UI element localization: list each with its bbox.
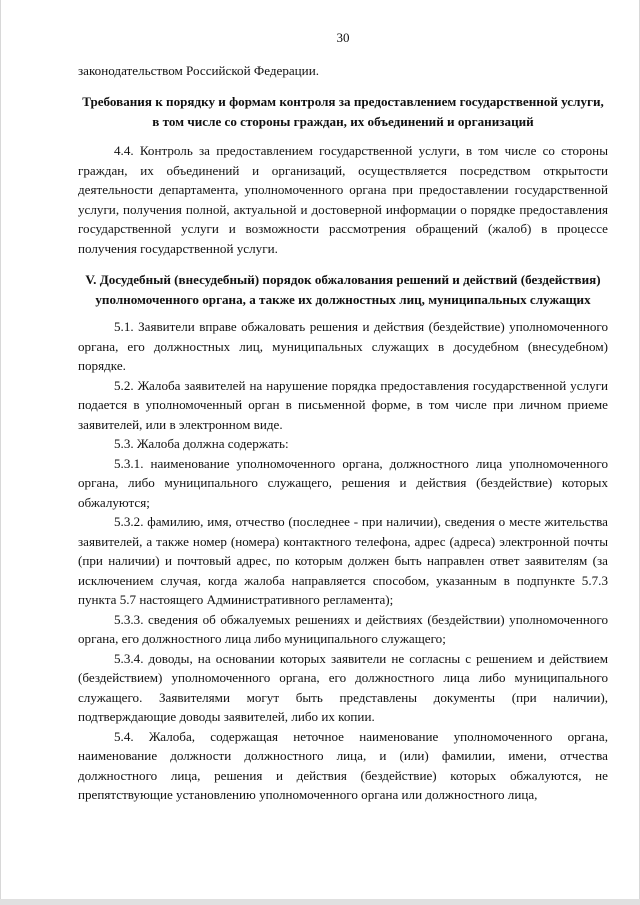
paragraph-4-4: 4.4. Контроль за предоставлением государственной услуги, в том числе со стороны граждан, их объединений и организаций, осуществляется посредством открытости деятельности департамента, уполномоченного органа при предоставлении государственной услуги, получения полной, актуальной и достоверной информации о порядке предоставления государственной услуги и возможности рассмотрения обращений (жалоб) в процессе получения государственной услуги.	[78, 143, 608, 256]
carryover-line: законодательством Российской Федерации.	[78, 62, 319, 78]
page-number: 30	[336, 30, 350, 45]
paragraph-5-3-1: 5.3.1. наименование уполномоченного органа, должностного лица уполномоченного органа, либо муниципального служащего, решения и действия (бездействие) которых обжалуются;	[78, 455, 608, 510]
section-heading-control: Требования к порядку и формам контроля за предоставлением государственной услуги, в том числе со стороны граждан, их объединений и организаций	[82, 94, 604, 129]
section-heading-appeal: V. Досудебный (внесудебный) порядок обжалования решений и действий (бездействия) уполномоченного органа, а также их должностных лиц, муниципальных служащих	[85, 272, 601, 307]
paragraph-5-2: 5.2. Жалоба заявителей на нарушение порядка предоставления государственной услуги подается в уполномоченный орган в письменной форме, в том числе при личном приеме заявителей, или в электронном виде.	[78, 377, 608, 432]
paragraph-5-1: 5.1. Заявители вправе обжаловать решения и действия (бездействие) уполномоченного органа, его должностных лиц, муниципальных служащих в досудебном (внесудебном) порядке.	[78, 319, 608, 373]
paragraph-5-3-2: 5.3.2. фамилию, имя, отчество (последнее - при наличии), сведения о месте жительства заявителей, а также номер (номера) контактного телефона, адрес (адреса) электронной почты (при наличии) и почтовый адрес, по которым должен быть направлен ответ заявителям (за исключением случая, когда жалоба направляется способом, указанным в подпункте 5.7.3 пункта 5.7 настоящего Административного регламента);	[78, 514, 608, 607]
page-bottom-edge	[0, 899, 640, 905]
paragraph-5-3: 5.3. Жалоба должна содержать:	[114, 436, 289, 451]
paragraph-5-3-3: 5.3.3. сведения об обжалуемых решениях и действиях (бездействии) уполномоченного органа, его должностного лица либо муниципального служащего;	[78, 611, 608, 646]
document-page	[78, 28, 608, 805]
paragraph-5-3-4: 5.3.4. доводы, на основании которых заявители не согласны с решением и действием (бездействием) уполномоченного органа, его должностного лица либо муниципального служащего. Заявителями могут быть представлены документы (при наличии), подтверждающие доводы заявителей, либо их копии.	[78, 650, 608, 724]
paragraph-5-4: 5.4. Жалоба, содержащая неточное наименование уполномоченного органа, наименование должности должностного лица, и (или) фамилии, имени, отчества должностного лица, решения и действия (бездействие) которых обжалуются, не препятствующие установлению уполномоченного органа или должностного лица,	[78, 728, 608, 802]
